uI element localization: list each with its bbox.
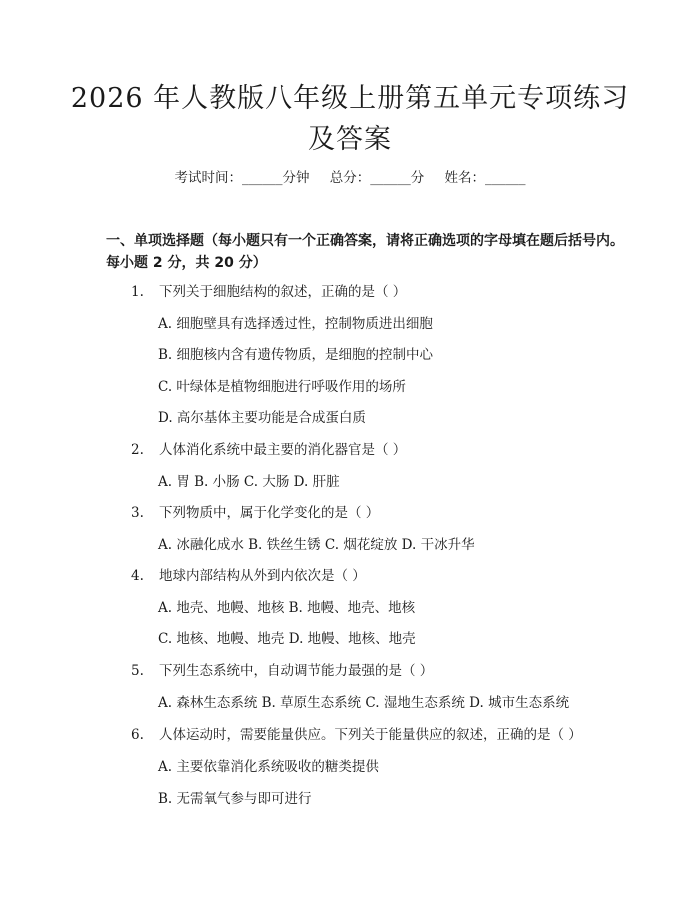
- question-4: [131, 566, 366, 586]
- question-stem: 地球内部结构从外到内依次是（ ）: [159, 568, 366, 584]
- section-1-heading: 一、单项选择题（每小题只有一个正确答案，请将正确选项的字母填在题后括号内。每小题 2 分，共 20 分）: [106, 233, 624, 271]
- title-line-2: 及答案: [308, 124, 392, 155]
- question-4-options-ab: A. 地壳、地幔、地核 B. 地幔、地壳、地核: [158, 600, 416, 616]
- question-number: 6.: [131, 727, 144, 743]
- question-1-option-c: C. 叶绿体是植物细胞进行呼吸作用的场所: [158, 379, 406, 395]
- exam-time: 考试时间：______分钟: [174, 170, 310, 186]
- document-title: [60, 78, 640, 160]
- question-6-option-b: B. 无需氧气参与即可进行: [158, 791, 312, 807]
- question-2-options: A. 胃 B. 小肠 C. 大肠 D. 肝脏: [158, 474, 340, 490]
- question-1-option-a: A. 细胞壁具有选择透过性，控制物质进出细胞: [158, 316, 433, 332]
- question-stem: 下列物质中，属于化学变化的是（ ）: [159, 505, 380, 521]
- exam-meta: [0, 168, 700, 188]
- question-number: 4.: [131, 568, 144, 584]
- question-1: [131, 282, 406, 302]
- question-5: [131, 661, 433, 681]
- question-1-option-b: B. 细胞核内含有遗传物质，是细胞的控制中心: [158, 347, 434, 363]
- question-3: [131, 503, 379, 523]
- question-6: [131, 725, 582, 745]
- total-score: 总分：______分: [329, 170, 425, 186]
- question-6-option-a: A. 主要依靠消化系统吸收的糖类提供: [158, 759, 379, 775]
- question-stem: 人体消化系统中最主要的消化器官是（ ）: [159, 442, 407, 458]
- question-number: 5.: [131, 663, 144, 679]
- question-number: 1.: [131, 284, 144, 300]
- student-name: 姓名：______: [444, 170, 526, 186]
- question-5-options: A. 森林生态系统 B. 草原生态系统 C. 湿地生态系统 D. 城市生态系统: [158, 695, 570, 711]
- question-stem: 人体运动时，需要能量供应。下列关于能量供应的叙述，正确的是（ ）: [159, 727, 582, 743]
- title-line-1: 2026 年人教版八年级上册第五单元专项练习: [70, 83, 630, 114]
- question-3-options: A. 冰融化成水 B. 铁丝生锈 C. 烟花绽放 D. 干冰升华: [158, 537, 475, 553]
- question-stem: 下列生态系统中，自动调节能力最强的是（ ）: [159, 663, 434, 679]
- question-stem: 下列关于细胞结构的叙述，正确的是（ ）: [159, 284, 407, 300]
- question-2: [131, 440, 406, 460]
- question-1-option-d: D. 高尔基体主要功能是合成蛋白质: [158, 410, 366, 426]
- question-4-options-cd: C. 地核、地幔、地壳 D. 地幔、地核、地壳: [158, 631, 416, 647]
- question-number: 2.: [131, 442, 144, 458]
- question-number: 3.: [131, 505, 144, 521]
